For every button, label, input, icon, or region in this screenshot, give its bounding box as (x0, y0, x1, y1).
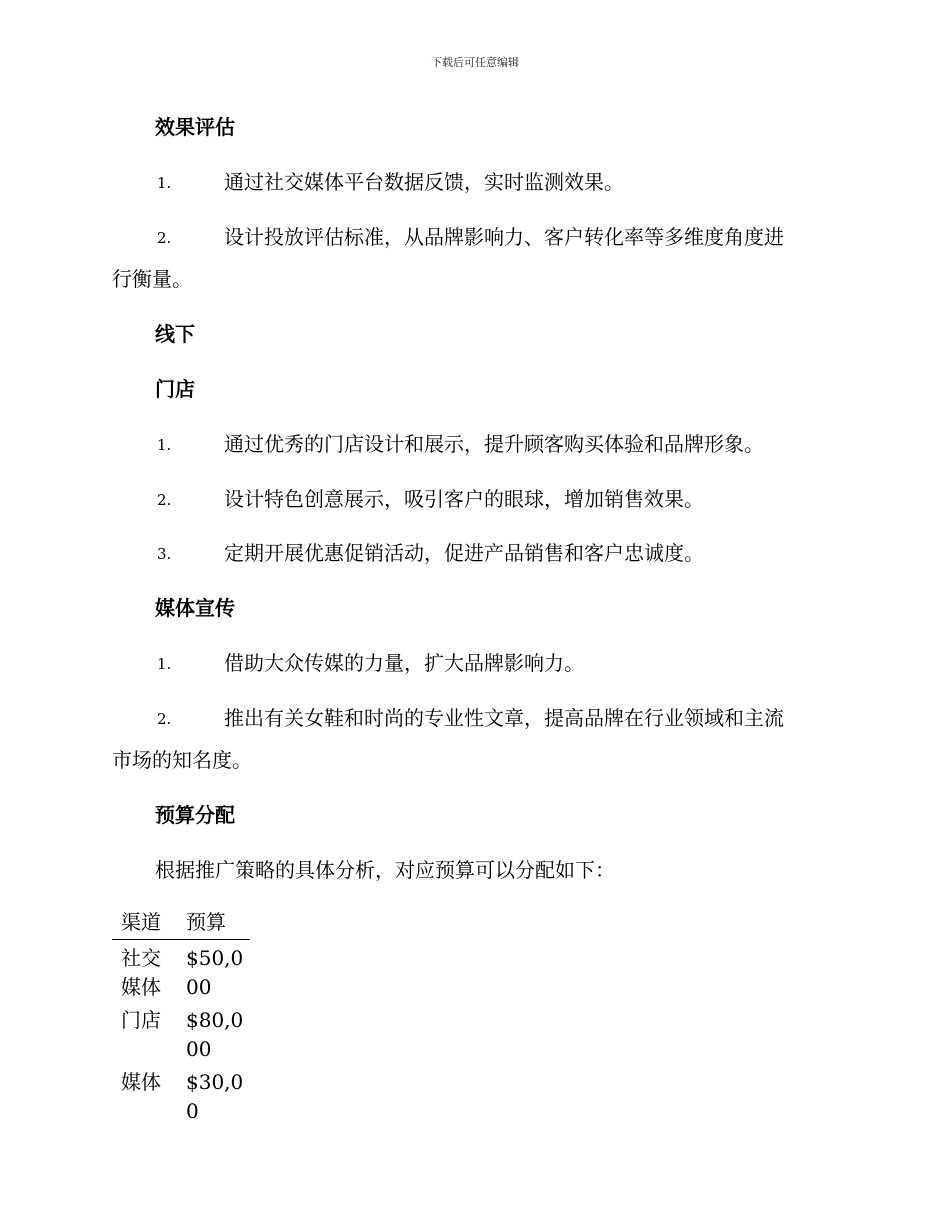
table-cell: 媒体 (121, 1070, 161, 1094)
list-item-text: 推出有关女鞋和时尚的专业性文章，提高品牌在行业领域和主流 (224, 706, 784, 730)
table-row (112, 940, 250, 1003)
list-item-text: 通过优秀的门店设计和展示，提升顾客购买体验和品牌形象。 (224, 432, 764, 456)
budget-intro: 根据推广策略的具体分析，对应预算可以分配如下： (155, 858, 615, 882)
list-item-text: 设计投放评估标准，从品牌影响力、客户转化率等多维度角度进 (224, 225, 784, 249)
list-item-continuation: 市场的知名度。 (112, 748, 252, 772)
list-number: 3. (157, 545, 172, 563)
list-item-text: 通过社交媒体平台数据反馈，实时监测效果。 (224, 170, 624, 194)
list-number: 2. (157, 710, 172, 728)
table-cell: 社交媒体 (121, 946, 161, 999)
list-item-text: 定期开展优惠促销活动，促进产品销售和客户忠诚度。 (224, 541, 704, 565)
list-number: 2. (157, 491, 172, 509)
column-header-channel: 渠道 (112, 908, 177, 940)
list-item-continuation: 行衡量。 (112, 267, 192, 291)
table-row (112, 1064, 250, 1126)
list-item-text: 设计特色创意展示，吸引客户的眼球，增加销售效果。 (224, 487, 704, 511)
list-number: 2. (157, 229, 172, 247)
table-row (112, 1002, 250, 1064)
section-heading-offline: 线下 (155, 322, 195, 346)
section-heading-effect: 效果评估 (155, 115, 235, 139)
list-number: 1. (157, 655, 172, 673)
list-item-text: 借助大众传媒的力量，扩大品牌影响力。 (224, 651, 584, 675)
table-cell: $50,000 (186, 946, 244, 999)
table-cell: 门店 (121, 1008, 161, 1032)
budget-table (112, 908, 250, 1126)
column-header-budget: 预算 (177, 908, 250, 940)
section-heading-media: 媒体宣传 (155, 596, 235, 620)
table-cell: $80,000 (186, 1008, 244, 1061)
list-number: 1. (157, 174, 172, 192)
table-header-row (112, 908, 250, 940)
section-heading-store: 门店 (155, 377, 195, 401)
page-header: 下载后可任意编辑 (431, 56, 519, 69)
list-number: 1. (157, 436, 172, 454)
table-cell: $30,00 (186, 1070, 244, 1123)
section-heading-budget: 预算分配 (155, 803, 235, 827)
